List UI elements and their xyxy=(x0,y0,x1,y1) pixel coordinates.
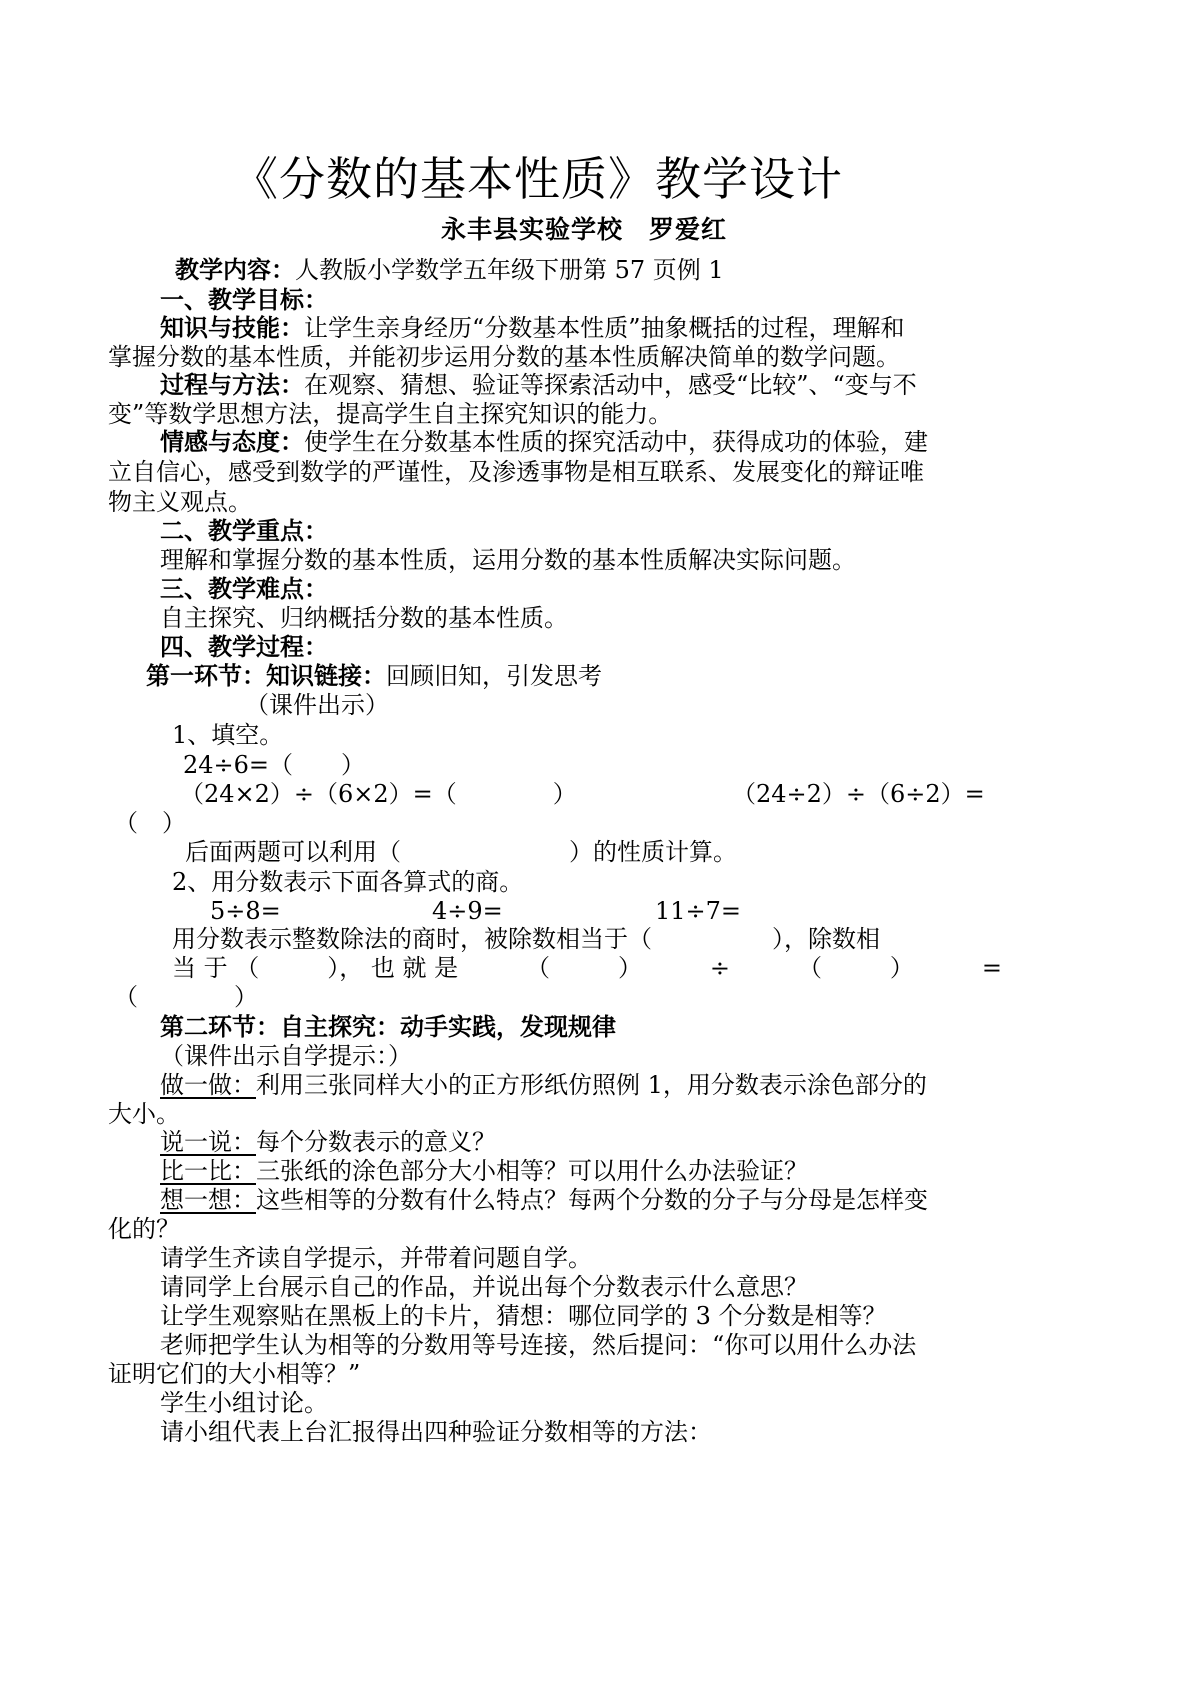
question1a: 24÷6=（ ） xyxy=(183,751,366,779)
compare-label: 比一比： xyxy=(160,1157,256,1185)
question1e: 后面两题可以利用（ ）的性质计算。 xyxy=(185,838,737,866)
do-label: 做一做： xyxy=(160,1071,256,1099)
step2-note: （课件出示自学提示：） xyxy=(160,1042,412,1070)
author-line: 永丰县实验学校 罗爱红 xyxy=(441,215,728,244)
goal1-label: 知识与技能： xyxy=(160,313,304,342)
question2e-part: 当 于 （ xyxy=(172,954,260,982)
goal1-line2: 掌握分数的基本性质，并能初步运用分数的基本性质解决简单的数学问题。 xyxy=(108,343,900,371)
goal2-text1: 在观察、猜想、验证等探索活动中，感受“比较”、“变与不 xyxy=(304,371,917,399)
question2e-part: ） xyxy=(889,954,914,982)
content-label: 教学内容： xyxy=(175,255,295,284)
question2e-part: （ xyxy=(797,954,822,982)
question2d: 用分数表示整数除法的商时，被除数相当于（ ），除数相 xyxy=(172,925,880,953)
say-label: 说一说： xyxy=(160,1128,256,1156)
goal2-label: 过程与方法： xyxy=(160,370,304,399)
section-heading-key: 二、教学重点： xyxy=(160,516,328,545)
say-line xyxy=(160,1127,496,1157)
say-text: 每个分数表示的意义？ xyxy=(256,1128,496,1156)
question2c: 11÷7= xyxy=(655,897,742,925)
paragraph-2: 请同学上台展示自己的作品，并说出每个分数表示什么意思？ xyxy=(160,1273,808,1301)
question2-heading: 2、用分数表示下面各算式的商。 xyxy=(172,868,524,896)
document-title: 《分数的基本性质》教学设计 xyxy=(232,152,843,206)
content-text: 人教版小学数学五年级下册第 57 页例 1 xyxy=(295,256,724,284)
paragraph-6: 请小组代表上台汇报得出四种验证分数相等的方法： xyxy=(160,1418,712,1446)
think-text: 这些相等的分数有什么特点？每两个分数的分子与分母是怎样变 xyxy=(256,1186,928,1214)
think-label: 想一想： xyxy=(160,1186,256,1214)
question2e-part: ）， 也 就 是 xyxy=(327,954,459,982)
question1c: （24÷2）÷（6÷2）= xyxy=(732,780,985,808)
do-text: 利用三张同样大小的正方形纸仿照例 1，用分数表示涂色部分的 xyxy=(256,1071,927,1099)
goal1-text1: 让学生亲身经历“分数基本性质”抽象概括的过程，理解和 xyxy=(304,314,905,342)
paragraph-5: 学生小组讨论。 xyxy=(160,1389,328,1417)
question1b: （24×2）÷（6×2）=（ ） xyxy=(180,780,577,808)
step1-label: 第一环节：知识链接： xyxy=(146,661,386,690)
question2e-part: ÷ xyxy=(709,954,731,982)
think-line xyxy=(160,1185,928,1215)
section-heading-goals: 一、教学目标： xyxy=(160,285,328,314)
section-heading-process: 四、教学过程： xyxy=(160,632,328,661)
question1d: （ ） xyxy=(114,809,186,837)
question2a: 5÷8= xyxy=(210,897,281,925)
paragraph-4b: 证明它们的大小相等？” xyxy=(108,1360,361,1388)
compare-text: 三张纸的涂色部分大小相等？可以用什么办法验证？ xyxy=(256,1157,808,1185)
goal1-line1 xyxy=(160,313,905,343)
key-point-text: 理解和掌握分数的基本性质，运用分数的基本性质解决实际问题。 xyxy=(160,546,856,574)
do-line2: 大小。 xyxy=(108,1100,180,1128)
question2e-part: ） xyxy=(617,954,642,982)
goal3-line1 xyxy=(160,427,928,457)
question1-heading: 1、填空。 xyxy=(172,721,284,749)
goal3-line3: 物主义观点。 xyxy=(108,488,252,516)
think-line2: 化的？ xyxy=(108,1215,180,1243)
goal3-text1: 使学生在分数基本性质的探究活动中，获得成功的体验，建 xyxy=(304,428,928,456)
goal3-line2: 立自信心，感受到数学的严谨性，及渗透事物是相互联系、发展变化的辩证唯 xyxy=(108,458,924,486)
question2f: （ ） xyxy=(114,983,258,1011)
compare-line xyxy=(160,1156,808,1186)
step1-heading xyxy=(146,661,602,691)
question2b: 4÷9= xyxy=(432,897,503,925)
step2-heading: 第二环节：自主探究：动手实践，发现规律 xyxy=(160,1012,616,1041)
step1-note: （课件出示） xyxy=(245,691,389,719)
goal3-label: 情感与态度： xyxy=(160,427,304,456)
step1-text: 回顾旧知，引发思考 xyxy=(386,662,602,690)
paragraph-1: 请学生齐读自学提示，并带着问题自学。 xyxy=(160,1244,592,1272)
section-heading-difficulty: 三、教学难点： xyxy=(160,574,328,603)
difficulty-text: 自主探究、归纳概括分数的基本性质。 xyxy=(160,604,568,632)
paragraph-3: 让学生观察贴在黑板上的卡片，猜想：哪位同学的 3 个分数是相等？ xyxy=(160,1302,887,1330)
paragraph-4a: 老师把学生认为相等的分数用等号连接，然后提问：“你可以用什么办法 xyxy=(160,1331,917,1359)
question2e-part: = xyxy=(981,954,1002,982)
goal2-line1 xyxy=(160,370,917,400)
goal2-line2: 变”等数学思想方法，提高学生自主探究知识的能力。 xyxy=(108,400,673,428)
question2e xyxy=(172,953,1002,983)
content-line xyxy=(175,255,724,285)
do-line xyxy=(160,1070,927,1100)
question2e-part: （ xyxy=(526,954,551,982)
